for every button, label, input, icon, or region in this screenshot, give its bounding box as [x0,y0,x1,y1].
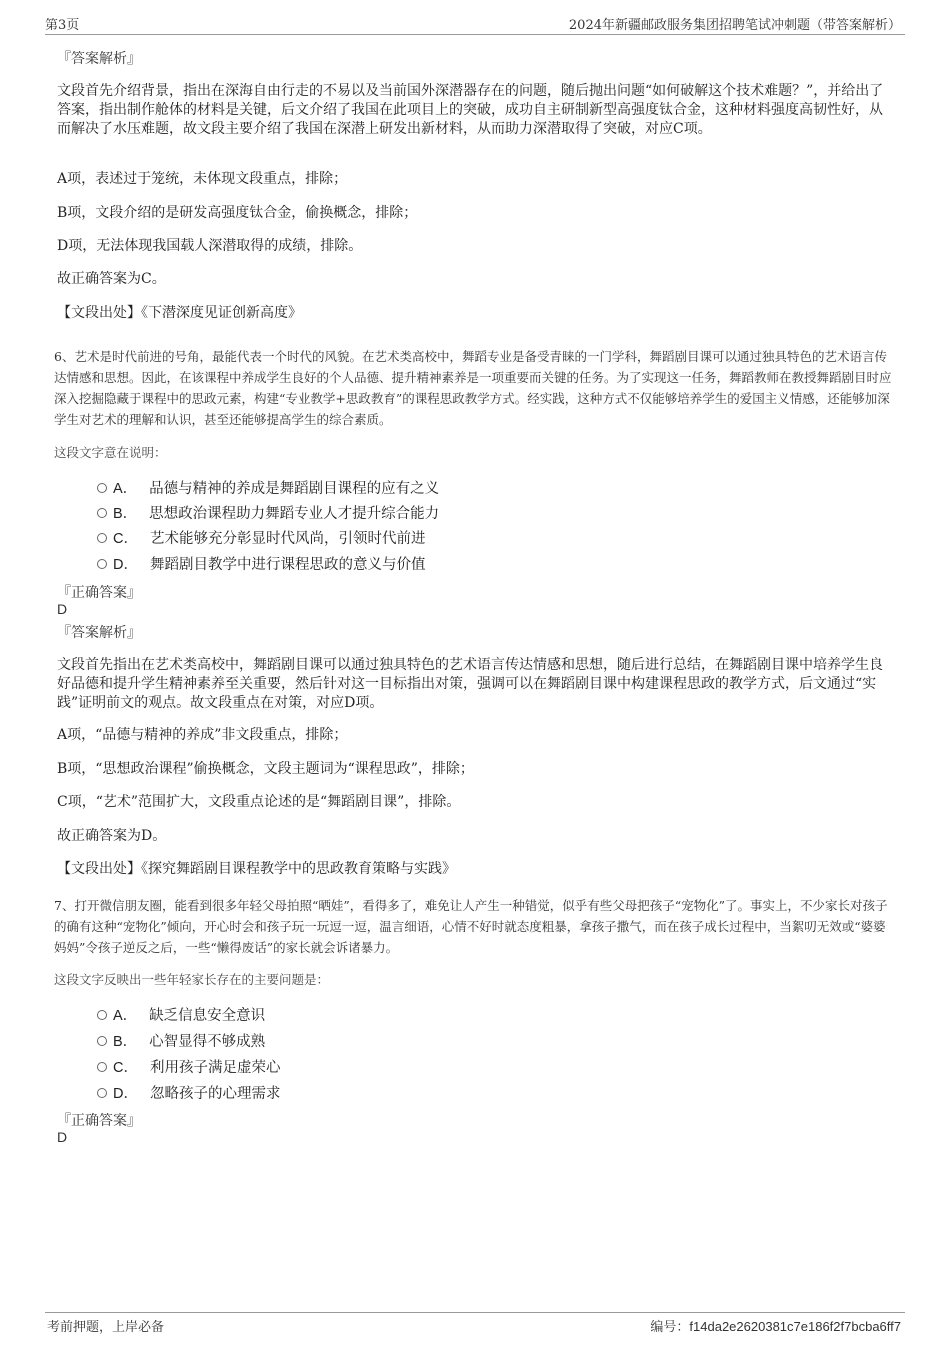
note-a: A项，表述过于笼统，未体现文段重点，排除； [57,171,348,187]
conclusion: 故正确答案为D。 [57,828,167,844]
question-6-stem: 6、艺术是时代前进的号角，最能代表一个时代的风貌。在艺术类高校中，舞蹈专业是备受青睐的一门学科，舞蹈剧目课可以通过独具特色的艺术语言传达情感和思想。因此，在该课程中养成学生良好的个人品德、提升精神素养是一项重要而关键的任务。为了实现这一任务，舞蹈教师在教授舞蹈剧目时应深入挖掘隐藏于课程中的思政元素，构建“专业教学+思政教育”的课程思政教学方式。经实践，这种方式不仅能够培养学生的爱国主义情感，还能够加深学生对艺术的理解和认识，甚至还能够提高学生的综合素质。 [54,349,892,427]
radio-icon[interactable] [97,533,107,543]
note-d: D项，无法体现我国载人深潜取得的成绩，排除。 [57,238,363,254]
document-id-label: 编号： [650,1320,690,1335]
note-a: A项，“品德与精神的养成”非文段重点，排除； [57,727,348,743]
question-6-option-b[interactable]: B． 思想政治课程助力舞蹈专业人才提升综合能力 [97,502,439,522]
radio-icon[interactable] [97,1088,107,1098]
note-b: B项，文段介绍的是研发高强度钛合金，偷换概念，排除； [57,205,418,221]
correct-answer-label: 『正确答案』 [57,585,141,601]
correct-answer: D [57,1129,68,1145]
source-citation: 【文段出处】《探究舞蹈剧目课程教学中的思政教育策略与实践》 [57,861,456,877]
radio-icon[interactable] [97,1062,107,1072]
conclusion: 故正确答案为C。 [57,271,166,287]
question-6-option-a[interactable]: A． 品德与精神的养成是舞蹈剧目课程的应有之义 [97,477,439,497]
question-6-option-c[interactable]: C． 艺术能够充分彰显时代风尚，引领时代前进 [97,527,425,547]
radio-icon[interactable] [97,1036,107,1046]
source-citation: 【文段出处】《下潜深度见证创新高度》 [57,305,302,321]
footer-slogan: 考前押题，上岸必备 [47,1320,165,1335]
radio-icon[interactable] [97,508,107,518]
question-7-option-a[interactable]: A． 缺乏信息安全意识 [97,1004,265,1024]
question-6-prompt: 这段文字意在说明： [54,445,167,460]
radio-icon[interactable] [97,1010,107,1020]
question-7-stem: 7、打开微信朋友圈，能看到很多年轻父母拍照“晒娃”，看得多了，难免让人产生一种错觉，似乎有些父母把孩子“宠物化”了。事实上，不少家长对孩子的确有这种“宠物化”倾向，开心时会和孩子玩一玩逗一逗，温言细语，心情不好时就态度粗暴，拿孩子撒气，而在孩子成长过程中，当絮叨无效或“婆婆妈妈”令孩子逆反之后，一些“懒得废话”的家长就会诉诸暴力。 [54,898,888,955]
page-number: 第3页 [45,18,80,33]
question-7-option-d[interactable]: D． 忽略孩子的心理需求 [97,1082,280,1102]
note-c: C项，“艺术”范围扩大，文段重点论述的是“舞蹈剧目课”，排除。 [57,794,461,810]
page-footer [45,1312,905,1336]
analysis-text: 文段首先指出在艺术类高校中，舞蹈剧目课可以通过独具特色的艺术语言传达情感和思想，随后进行总结，在舞蹈剧目课中培养学生良好品德和提升学生精神素养至关重要，然后针对这一目标指出对策，强调可以在舞蹈剧目课中构建课程思政的教学方式，后文通过“实践”证明前文的观点。故文段重点在对策，对应D项。 [57,657,883,711]
radio-icon[interactable] [97,559,107,569]
note-b: B项，“思想政治课程”偷换概念，文段主题词为“课程思政”，排除； [57,761,474,777]
question-7-prompt: 这段文字反映出一些年轻家长存在的主要问题是： [54,972,330,987]
document-id-code: f14da2e2620381c7e186f2f7bcba6ff7 [689,1319,901,1334]
question-6-option-d[interactable]: D． 舞蹈剧目教学中进行课程思政的意义与价值 [97,553,425,573]
question-7-option-c[interactable]: C． 利用孩子满足虚荣心 [97,1056,280,1076]
correct-answer: D [57,601,68,617]
analysis-label: 『答案解析』 [57,625,141,641]
analysis-text: 文段首先介绍背景，指出在深海自由行走的不易以及当前国外深潜器存在的问题，随后抛出问题“如何破解这个技术难题？”，并给出了答案，指出制作舱体的材料是关键，后文介绍了我国在此项目上的突破，成功自主研制新型高强度钛合金，这种材料强度高韧性好，从而解决了水压难题，故文段主要介绍了我国在深潜上研发出新材料，从而助力深潜取得了突破，对应C项。 [57,83,884,137]
question-7-option-b[interactable]: B． 心智显得不够成熟 [97,1030,265,1050]
analysis-label: 『答案解析』 [57,51,141,67]
page-header [45,14,905,35]
radio-icon[interactable] [97,483,107,493]
document-id [650,1316,901,1335]
correct-answer-label: 『正确答案』 [57,1113,141,1129]
document-title: 2024年新疆邮政服务集团招聘笔试冲刺题（带答案解析） [568,18,901,33]
